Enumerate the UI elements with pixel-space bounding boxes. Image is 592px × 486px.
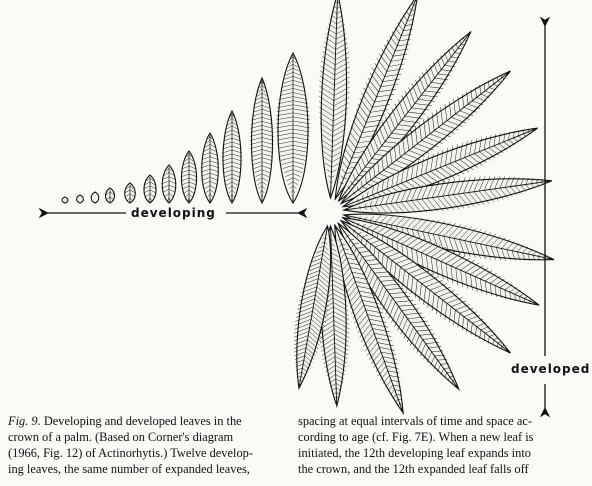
- developing-leaf: [77, 195, 84, 203]
- figure-number: Fig. 9.: [8, 414, 41, 428]
- caption-line: (1966, Fig. 12) of Actinorhytis.) Twelve develop-: [8, 446, 253, 460]
- caption-line: spacing at equal intervals of time and space ac-: [298, 414, 532, 428]
- caption-line: initiated, the 12th developing leaf expands into: [298, 446, 531, 460]
- developing-leaf: [201, 133, 220, 203]
- developing-leaf: [105, 188, 114, 203]
- developing-label: developing: [128, 206, 219, 220]
- developing-leaf: [124, 183, 136, 203]
- caption-line: cording to age (cf. Fig. 7E). When a new leaf is: [298, 430, 534, 444]
- developing-leaf: [161, 165, 176, 203]
- developed-label: developed: [511, 362, 591, 376]
- developing-leaf: [143, 175, 156, 203]
- developing-leaf: [276, 53, 310, 203]
- developing-leaf: [250, 78, 274, 203]
- caption-right-column: [298, 413, 578, 477]
- developing-leaf: [62, 197, 68, 203]
- caption-line: crown of a palm. (Based on Corner's diagram: [8, 430, 234, 444]
- caption-left-column: [8, 413, 278, 477]
- caption-line: ing leaves, the same number of expanded leaves,: [8, 462, 250, 476]
- caption-text: Developing and developed leaves in the: [43, 414, 242, 428]
- developing-leaf: [181, 151, 198, 203]
- expanded-leaves: [284, 0, 557, 418]
- caption-line: the crown, and the 12th expanded leaf falls off: [298, 462, 529, 476]
- developing-leaves: [62, 53, 310, 203]
- caption-line: [8, 413, 278, 429]
- developing-leaf: [222, 111, 242, 203]
- developing-leaf: [91, 192, 99, 203]
